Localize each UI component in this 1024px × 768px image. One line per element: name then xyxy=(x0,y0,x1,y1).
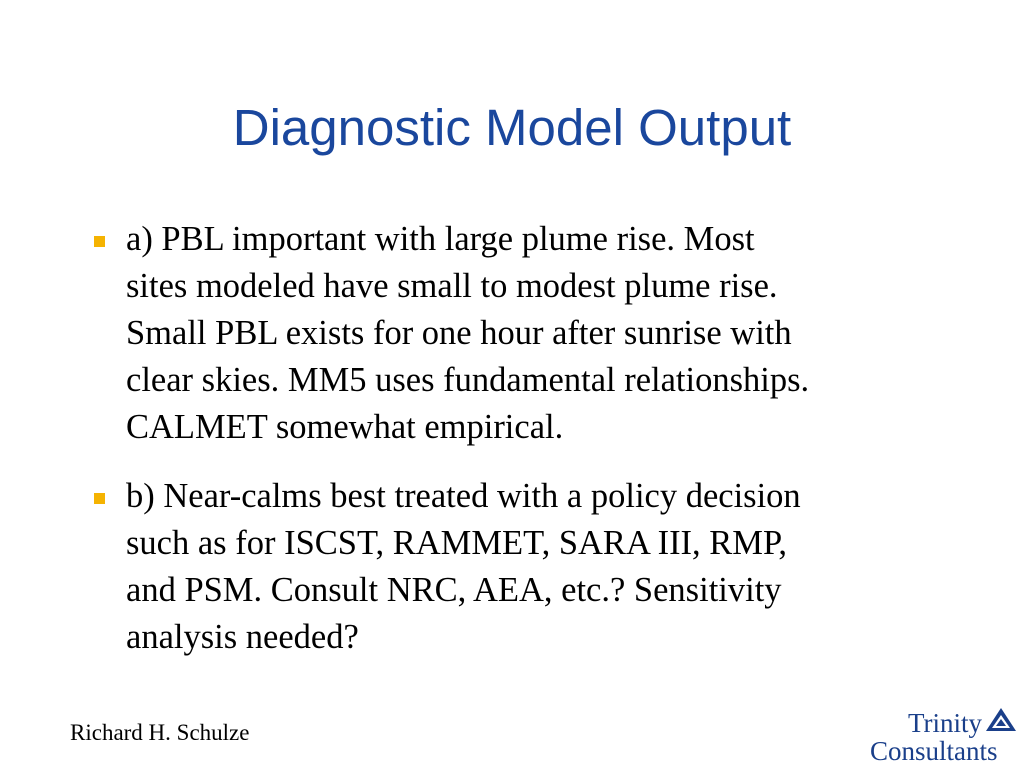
logo-line1: Trinity xyxy=(908,708,983,738)
trinity-consultants-logo xyxy=(868,706,1020,766)
bullet-text: b) Near-calms best treated with a policy decision such as for ISCST, RAMMET, SARA III, RMP, and PSM. Consult NRC, AEA, etc.? Sensitivity analysis needed? xyxy=(126,477,801,656)
slide-title: Diagnostic Model Output xyxy=(232,99,792,156)
footer-author: Richard H. Schulze xyxy=(70,720,250,745)
bullet-square-icon xyxy=(94,236,105,247)
logo-line2: Consultants xyxy=(870,736,998,766)
bullet-square-icon xyxy=(94,493,105,504)
bullet-text: a) PBL important with large plume rise. Most sites modeled have small to modest plume rise. Small PBL exists for one hour after sunrise with clear skies. MM5 uses fundamental relationships. CALMET somewhat empirical. xyxy=(126,220,810,446)
triangle-logo-icon xyxy=(986,708,1016,731)
